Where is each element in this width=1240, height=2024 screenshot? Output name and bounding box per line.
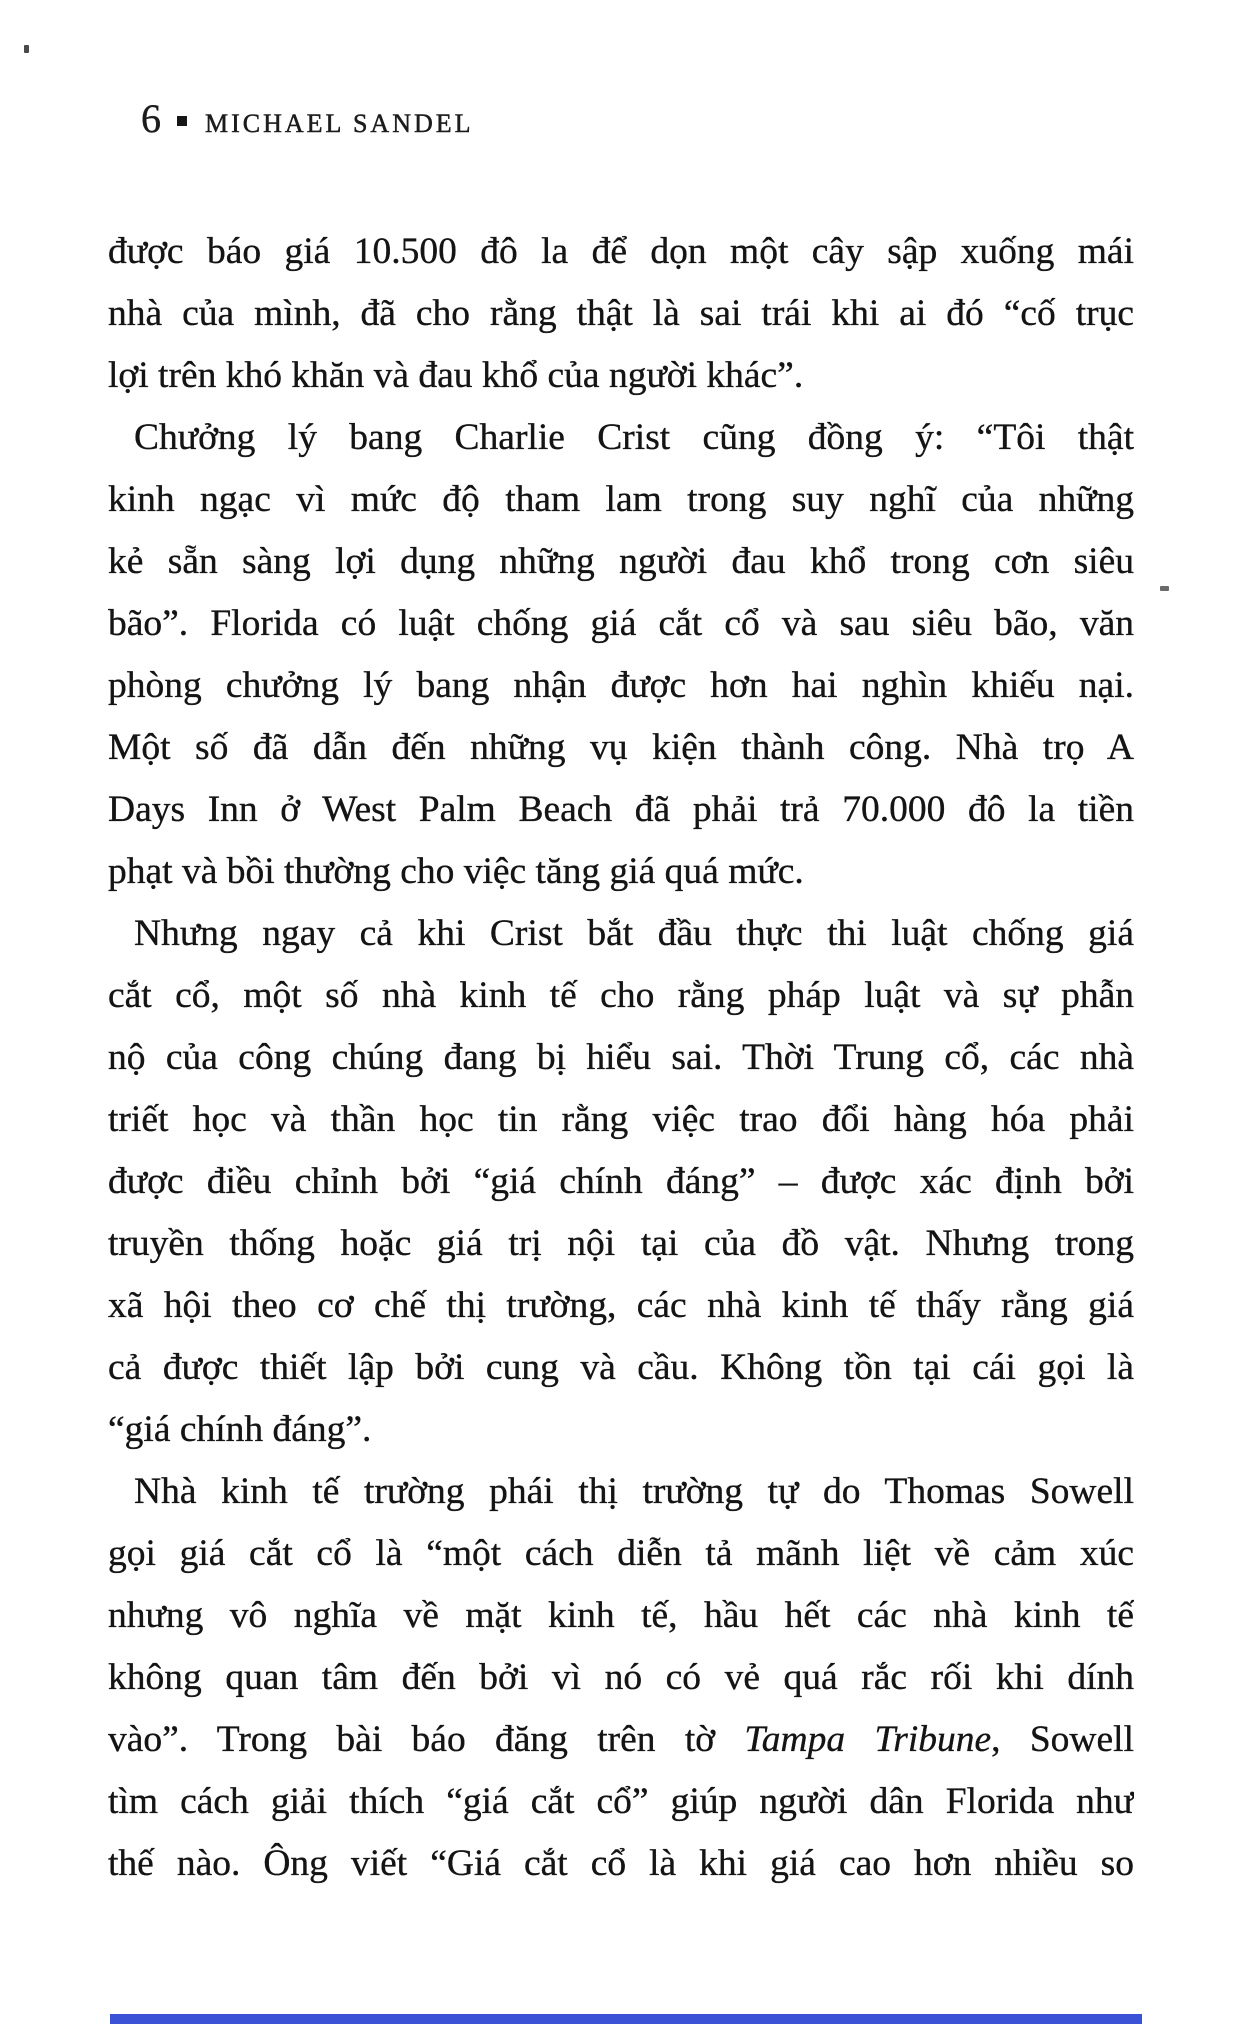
text-line (108, 1027, 1134, 1089)
text-line (108, 717, 1134, 779)
text-segment: triết học và thần học tin rằng việc trao đổi hàng hóa phải (108, 1099, 1134, 1140)
text-line (108, 1523, 1134, 1585)
text-line (108, 221, 1134, 283)
text-segment: gọi giá cắt cổ là “một cách diễn tả mãnh liệt về cảm xúc (108, 1533, 1134, 1574)
text-segment: tìm cách giải thích “giá cắt cổ” giúp người dân Florida như (108, 1781, 1134, 1822)
text-segment: cả được thiết lập bởi cung và cầu. Không tồn tại cái gọi là (108, 1347, 1134, 1388)
text-line (108, 1089, 1134, 1151)
text-line (108, 655, 1134, 717)
scan-speck (24, 45, 29, 53)
text-line (108, 531, 1134, 593)
text-line (108, 1337, 1134, 1399)
text-line (108, 1771, 1134, 1833)
italic-text-segment: Tampa Tribune (744, 1719, 992, 1760)
text-line (108, 1275, 1134, 1337)
text-segment: xã hội theo cơ chế thị trường, các nhà kinh tế thấy rằng giá (108, 1285, 1134, 1326)
text-segment: vào”. Trong bài báo đăng trên tờ (108, 1719, 745, 1760)
text-line (108, 903, 1134, 965)
text-line (108, 469, 1134, 531)
text-line (108, 1585, 1134, 1647)
text-segment: được điều chỉnh bởi “giá chính đáng” – được xác định bởi (108, 1161, 1134, 1202)
running-header (141, 96, 474, 141)
text-segment: Một số đã dẫn đến những vụ kiện thành công. Nhà trọ A (108, 727, 1134, 768)
text-segment: kẻ sẵn sàng lợi dụng những người đau khổ trong cơn siêu (108, 541, 1134, 582)
text-segment: kinh ngạc vì mức độ tham lam trong suy nghĩ của những (108, 479, 1134, 520)
text-line (108, 1833, 1134, 1895)
text-line (108, 1399, 1134, 1461)
text-segment: phòng chưởng lý bang nhận được hơn hai nghìn khiếu nại. (108, 665, 1134, 706)
text-segment: phạt và bồi thường cho việc tăng giá quá mức. (108, 851, 804, 892)
text-line (108, 841, 1134, 903)
text-segment: được báo giá 10.500 đô la để dọn một cây sập xuống mái (108, 231, 1134, 272)
text-segment: không quan tâm đến bởi vì nó có vẻ quá rắc rối khi dính (108, 1657, 1134, 1698)
text-segment: Nhưng ngay cả khi Crist bắt đầu thực thi luật chống giá (134, 913, 1134, 954)
text-line (108, 593, 1134, 655)
text-line (108, 407, 1134, 469)
text-segment: lợi trên khó khăn và đau khổ của người khác”. (108, 355, 804, 396)
text-segment: cắt cổ, một số nhà kinh tế cho rằng pháp luật và sự phẫn (108, 975, 1134, 1016)
text-segment: bão”. Florida có luật chống giá cắt cổ và sau siêu bão, văn (108, 603, 1134, 644)
text-line (108, 779, 1134, 841)
text-line (108, 1647, 1134, 1709)
text-segment: nhà của mình, đã cho rằng thật là sai trái khi ai đó “cố trục (108, 293, 1134, 334)
text-line (108, 1213, 1134, 1275)
scan-speck (1160, 586, 1169, 591)
text-line (108, 345, 1134, 407)
square-bullet-icon (177, 116, 187, 126)
text-line (108, 283, 1134, 345)
text-line (108, 965, 1134, 1027)
text-segment: nộ của công chúng đang bị hiểu sai. Thời Trung cổ, các nhà (108, 1037, 1134, 1078)
text-line (108, 1709, 1134, 1771)
text-segment: Chưởng lý bang Charlie Crist cũng đồng ý: “Tôi thật (134, 417, 1134, 458)
text-line (108, 1461, 1134, 1523)
text-segment: Nhà kinh tế trường phái thị trường tự do Thomas Sowell (134, 1471, 1134, 1512)
text-segment: nhưng vô nghĩa về mặt kinh tế, hầu hết các nhà kinh tế (108, 1595, 1134, 1636)
text-segment: Days Inn ở West Palm Beach đã phải trả 70.000 đô la tiền (108, 789, 1134, 830)
text-segment: truyền thống hoặc giá trị nội tại của đồ vật. Nhưng trong (108, 1223, 1134, 1264)
page-number: 6 (141, 96, 161, 141)
text-segment: “giá chính đáng”. (108, 1409, 372, 1450)
author-running-head: MICHAEL SANDEL (205, 109, 474, 138)
book-text-block (108, 221, 1134, 1895)
text-segment: , Sowell (991, 1719, 1134, 1760)
text-segment: thế nào. Ông viết “Giá cắt cổ là khi giá cao hơn nhiều so (108, 1843, 1134, 1884)
text-line (108, 1151, 1134, 1213)
reading-progress-bar[interactable] (110, 2014, 1142, 2024)
